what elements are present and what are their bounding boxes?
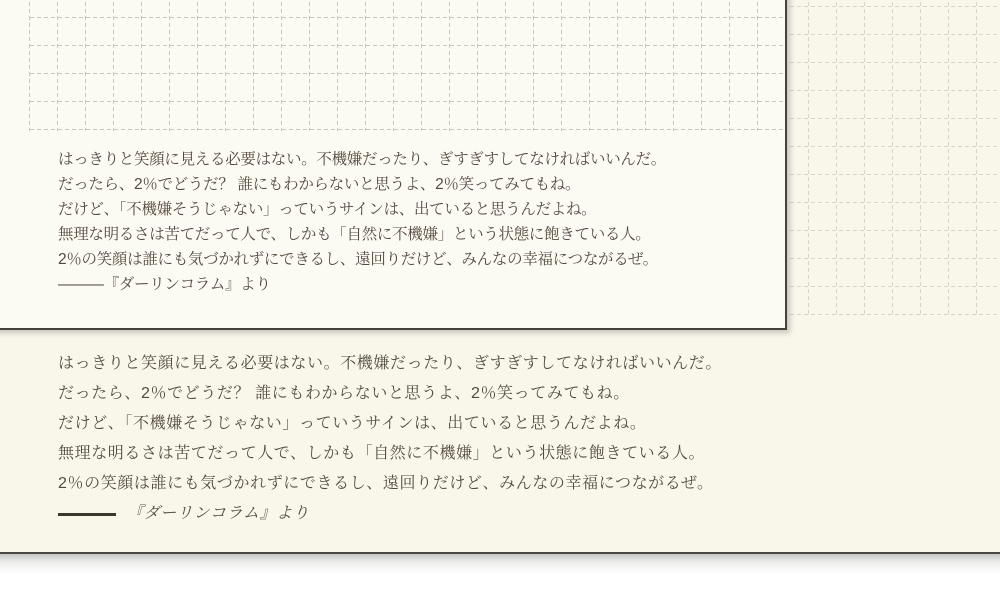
panel-quote-text	[58, 147, 758, 297]
citation-text: 『ダーリンコラム』より	[127, 505, 310, 522]
quote-line: 無理な明るさは苦てだって人で、しかも「自然に不機嫌」という状態に飽きている人。	[58, 226, 651, 243]
quote-line: だったら、2％でどうだ？ 誰にもわからないと思うよ、2％笑ってみてもね。	[58, 385, 630, 402]
quote-line: だけど、「不機嫌そうじゃない」っていうサインは、出ていると思うんだよね。	[58, 201, 597, 218]
panel-grid-pattern	[28, 0, 785, 131]
quote-line: だけど、「不機嫌そうじゃない」っていうサインは、出ていると思うんだよね。	[58, 415, 647, 432]
citation-dash-rule	[58, 513, 116, 516]
quote-line: 2％の笑顔は誰にも気づかれずにできるし、遠回りだけど、みんなの幸福につながるぜ。	[58, 251, 658, 268]
quote-line: はっきりと笑顔に見える必要はない。不機嫌だったり、ぎすぎすしてなければいいんだ。	[58, 151, 667, 168]
lower-area	[0, 554, 1000, 600]
quote-citation-row	[58, 499, 778, 529]
body-quote-text	[58, 349, 778, 529]
quote-line: はっきりと笑顔に見える必要はない。不機嫌だったり、ぎすぎすしてなければいいんだ。	[58, 355, 723, 372]
quote-line: だったら、2％でどうだ？ 誰にもわからないと思うよ、2％笑ってみてもね。	[58, 176, 581, 193]
quote-citation-line: ―――『ダーリンコラム』より	[58, 276, 271, 293]
quote-line: 無理な明るさは苦てだって人で、しかも「自然に不機嫌」という状態に飽きている人。	[58, 445, 706, 462]
background-grid-pattern	[788, 0, 1000, 316]
quote-line: 2％の笑顔は誰にも気づかれずにできるし、遠回りだけど、みんなの幸福につながるぜ。	[58, 475, 714, 492]
